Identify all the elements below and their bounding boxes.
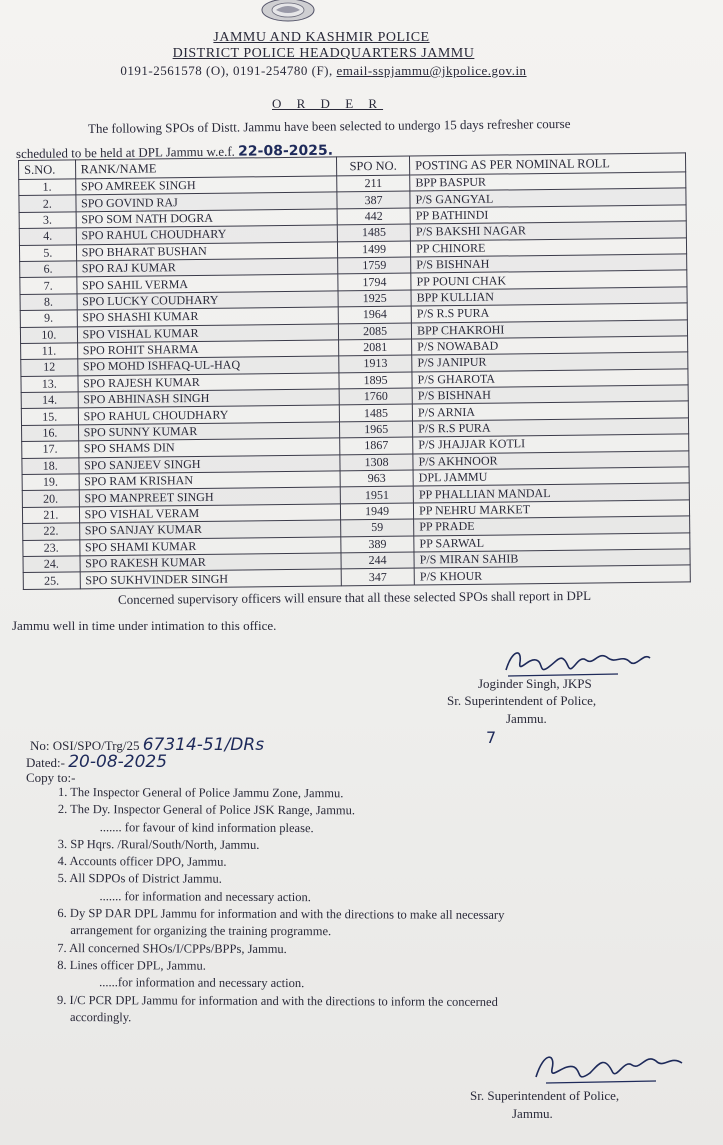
intro-line2-prefix: scheduled to be held at DPL Jammu w.e.f. — [15, 143, 235, 161]
cell-posting: PP SARWAL — [414, 532, 690, 552]
cell-sno: 7. — [20, 277, 77, 294]
cell-posting: DPL JAMMU — [413, 467, 689, 487]
cell-sno: 2. — [19, 195, 76, 212]
cell-rank-name: SPO SANJAY KUMAR — [79, 520, 341, 539]
cell-spo-no: 1485 — [337, 224, 410, 241]
cell-posting: P/S BISHNAH — [411, 254, 687, 274]
copy-list-item: 8. Lines officer DPL, Jammu. — [57, 957, 206, 973]
copy-list — [57, 784, 505, 1028]
cell-rank-name: SPO RAJESH KUMAR — [78, 373, 340, 392]
cell-spo-no: 1913 — [339, 355, 412, 372]
spo-table-wrapper — [18, 152, 691, 589]
cell-sno: 9. — [20, 310, 77, 327]
cell-spo-no: 1760 — [339, 388, 412, 405]
cell-spo-no: 1925 — [338, 290, 411, 307]
cell-posting: P/S R.S PURA — [411, 303, 687, 323]
cell-spo-no: 1949 — [340, 503, 413, 520]
cell-posting: BPP BASPUR — [410, 172, 686, 192]
cell-spo-no: 1485 — [339, 405, 412, 422]
copy-list-item: arrangement for organizing the training programme. — [70, 923, 332, 939]
cell-spo-no: 347 — [341, 568, 414, 585]
cell-posting: P/S GHAROTA — [412, 369, 688, 389]
cell-posting: PP NEHRU MARKET — [414, 500, 690, 520]
col-header-sno: S.NO. — [19, 160, 76, 180]
cell-rank-name: SPO ROHIT SHARMA — [77, 340, 339, 359]
cell-sno: 19. — [22, 474, 79, 491]
cell-sno: 17. — [22, 441, 79, 458]
cell-spo-no: 1867 — [340, 437, 413, 454]
spo-table — [18, 152, 691, 589]
cell-sno: 5. — [19, 244, 76, 261]
copy-list-item: 4. Accounts officer DPO, Jammu. — [57, 854, 227, 869]
cell-spo-no: 211 — [337, 175, 410, 192]
cell-sno: 25. — [23, 572, 80, 589]
cell-rank-name: SPO SAHIL VERMA — [76, 274, 338, 293]
table-body — [19, 172, 691, 589]
cell-posting: P/S R.S PURA — [413, 418, 689, 438]
cell-spo-no: 59 — [341, 519, 414, 536]
concern-line2: Jammu well in time under intimation to this office. — [12, 618, 277, 633]
cell-sno: 13. — [21, 376, 78, 393]
header-phones: 0191-2561578 (O), 0191-254780 (F), — [120, 63, 337, 78]
cell-sno: 15. — [21, 408, 78, 425]
copy-list-item: 1. The Inspector General of Police Jammu Zone, Jammu. — [57, 785, 344, 801]
copy-list-item: ....... for information and necessary action. — [99, 888, 311, 904]
cell-rank-name: SPO GOVIND RAJ — [76, 192, 338, 211]
cell-sno: 23. — [23, 539, 80, 556]
signatory1-place: Jammu. — [506, 711, 547, 726]
cell-spo-no: 389 — [341, 536, 414, 553]
cell-posting: P/S JANIPUR — [412, 352, 688, 372]
reference-date-handwritten: 20-08-2025 — [68, 752, 168, 772]
cell-posting: PP POUNI CHAK — [411, 270, 687, 290]
cell-rank-name: SPO MANPREET SINGH — [79, 487, 341, 506]
cell-rank-name: SPO SHAMI KUMAR — [79, 536, 341, 555]
reference-number-handwritten: 67314-51/DRs — [142, 735, 265, 755]
cell-spo-no: 1499 — [337, 241, 410, 258]
cell-sno: 10. — [20, 326, 77, 343]
cell-sno: 1. — [19, 179, 76, 196]
cell-sno: 8. — [20, 294, 77, 311]
cell-rank-name: SPO SANJEEV SINGH — [78, 455, 340, 474]
cell-posting: PP PRADE — [414, 516, 690, 536]
cell-rank-name: SPO SOM NATH DOGRA — [76, 209, 338, 228]
copy-to-label: Copy to:- — [26, 770, 76, 785]
cell-sno: 24. — [23, 556, 80, 573]
copy-list-item: 9. I/C PCR DPL Jammu for information and with the directions to inform the concerned — [57, 992, 498, 1009]
cell-rank-name: SPO SHAMS DIN — [78, 438, 340, 457]
cell-rank-name: SPO RAJ KUMAR — [76, 258, 338, 277]
cell-posting: BPP KULLIAN — [411, 287, 687, 307]
police-emblem-icon — [258, 0, 318, 24]
cell-rank-name: SPO RAKESH KUMAR — [80, 553, 342, 572]
cell-sno: 18. — [22, 457, 79, 474]
cell-rank-name: SPO BHARAT BUSHAN — [76, 241, 338, 260]
header-contact — [0, 63, 685, 79]
cell-spo-no: 1759 — [338, 257, 411, 274]
col-header-name: RANK/NAME — [75, 157, 337, 179]
cell-spo-no: 2081 — [339, 339, 412, 356]
cell-sno: 16. — [22, 425, 79, 442]
cell-rank-name: SPO VISHAL VERAM — [79, 504, 341, 523]
cell-sno: 12 — [21, 359, 78, 376]
cell-posting: PP CHINORE — [411, 237, 687, 257]
intro-line1: The following SPOs of Distt. Jammu have been selected to undergo 15 days refresher course — [87, 115, 571, 136]
copy-list-item: ....... for favour of kind information please. — [99, 819, 314, 835]
cell-rank-name: SPO SUKHVINDER SINGH — [80, 569, 342, 588]
cell-posting: P/S ARNIA — [412, 401, 688, 421]
copy-list-item: 2. The Dy. Inspector General of Police JSK Range, Jammu. — [57, 802, 356, 818]
signatory2-place: Jammu. — [512, 1106, 553, 1121]
cell-rank-name: SPO MOHD ISHFAQ-UL-HAQ — [77, 356, 339, 375]
cell-sno: 22. — [23, 523, 80, 540]
cell-sno: 11. — [21, 343, 78, 360]
header-email: email-sspjammu@jkpolice.gov.in — [336, 63, 527, 78]
cell-posting: BPP CHAKROHI — [411, 319, 687, 339]
cell-posting: P/S NOWABAD — [412, 336, 688, 356]
cell-posting: P/S MIRAN SAHIB — [414, 549, 690, 569]
course-date: 22-08-2025. — [238, 142, 334, 160]
cell-rank-name: SPO LUCKY COUDHARY — [77, 291, 339, 310]
col-header-posting: POSTING AS PER NOMINAL ROLL — [410, 153, 686, 175]
cell-sno: 3. — [19, 212, 76, 229]
cell-sno: 14. — [21, 392, 78, 409]
cell-spo-no: 963 — [340, 470, 413, 487]
cell-spo-no: 1794 — [338, 273, 411, 290]
copy-list-item: 7. All concerned SHOs/I/CPPs/BPPs, Jammu. — [57, 940, 287, 956]
signatory1-designation: Sr. Superintendent of Police, — [447, 693, 597, 708]
copy-list-item: 3. SP Hqrs. /Rural/South/North, Jammu. — [57, 836, 260, 852]
concern-line1: Concerned supervisory officers will ensure that all these selected SPOs shall report in DPL — [117, 587, 592, 607]
reference-date-label: Dated:- — [26, 755, 65, 770]
cell-spo-no: 1895 — [339, 372, 412, 389]
copy-list-item: 6. Dy SP DAR DPL Jammu for information and with the directions to make all necessary — [57, 906, 505, 923]
cell-posting: P/S KHOUR — [414, 565, 690, 585]
cell-sno: 6. — [20, 261, 77, 278]
header-line1: JAMMU AND KASHMIR POLICE — [213, 30, 430, 45]
signatory1-name: Joginder Singh, JKPS — [478, 676, 592, 691]
cell-posting: P/S GANGYAL — [410, 188, 686, 208]
cell-posting: P/S BISHNAH — [412, 385, 688, 405]
reference-date — [26, 752, 167, 772]
copy-list-item: accordingly. — [69, 1009, 132, 1025]
cell-spo-no: 1308 — [340, 454, 413, 471]
cell-posting: P/S AKHNOOR — [413, 451, 689, 471]
cell-posting: PP PHALLIAN MANDAL — [413, 483, 689, 503]
cell-spo-no: 244 — [341, 552, 414, 569]
cell-rank-name: SPO SUNNY KUMAR — [78, 422, 340, 441]
cell-sno: 4. — [19, 228, 76, 245]
cell-spo-no: 442 — [337, 208, 410, 225]
cell-posting: P/S BAKSHI NAGAR — [410, 221, 686, 241]
cell-spo-no: 2085 — [338, 323, 411, 340]
cell-rank-name: SPO ABHINASH SINGH — [78, 389, 340, 408]
handwritten-mark: 7 — [486, 728, 497, 747]
cell-rank-name: SPO SHASHI KUMAR — [77, 307, 339, 326]
cell-rank-name: SPO RAM KRISHAN — [79, 471, 341, 490]
cell-rank-name: SPO VISHAL KUMAR — [77, 323, 339, 342]
copy-list-item: ......for information and necessary action. — [99, 975, 305, 991]
cell-spo-no: 1964 — [338, 306, 411, 323]
cell-posting: P/S JHAJJAR KOTLI — [413, 434, 689, 454]
reference-number-label: No: OSI/SPO/Trg/25 — [30, 738, 140, 753]
order-title: O R D E R — [272, 96, 384, 111]
cell-rank-name: SPO RAHUL CHOUDHARY — [76, 225, 338, 244]
col-header-spo-no: SPO NO. — [337, 156, 410, 176]
signatory2-designation: Sr. Superintendent of Police, — [470, 1088, 620, 1103]
cell-sno: 20. — [22, 490, 79, 507]
cell-spo-no: 1951 — [340, 486, 413, 503]
cell-posting: PP BATHINDI — [410, 205, 686, 225]
header-line2: DISTRICT POLICE HEADQUARTERS JAMMU — [172, 46, 475, 61]
cell-sno: 21. — [22, 507, 79, 524]
cell-spo-no: 1965 — [340, 421, 413, 438]
cell-rank-name: SPO AMREEK SINGH — [75, 176, 337, 195]
copy-list-item: 5. All SDPOs of District Jammu. — [57, 871, 222, 887]
cell-rank-name: SPO RAHUL CHOUDHARY — [78, 405, 340, 424]
cell-spo-no: 387 — [337, 191, 410, 208]
